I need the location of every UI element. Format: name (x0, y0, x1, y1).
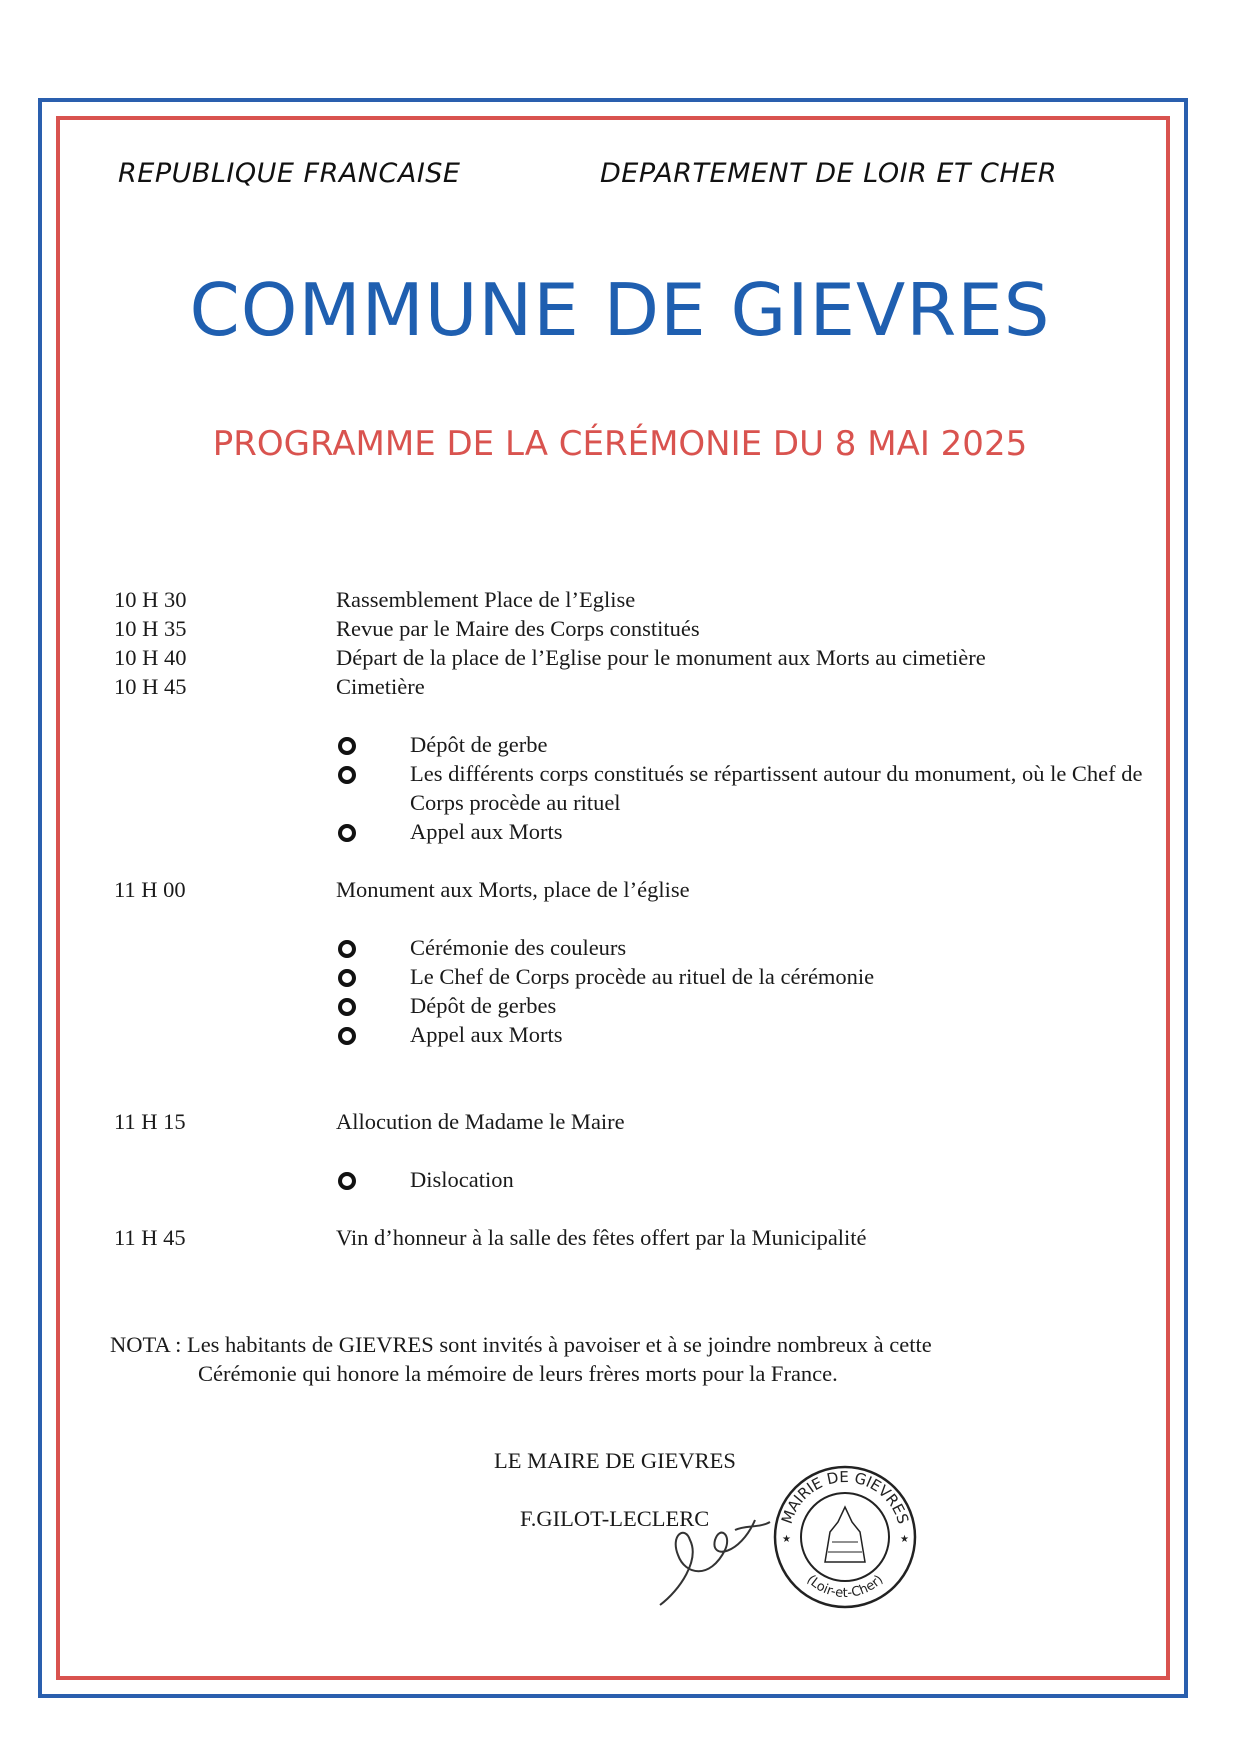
program-row (114, 1107, 1154, 1136)
seal-icon (770, 1462, 920, 1612)
list-item: Cérémonie des couleurs (114, 933, 1154, 962)
circle-bullet-icon (336, 817, 410, 846)
program-row (114, 1223, 1154, 1252)
svg-text:★: ★ (782, 1534, 791, 1545)
circle-bullet-icon (336, 730, 410, 759)
circle-bullet-icon (336, 991, 410, 1020)
circle-bullet-icon (336, 933, 410, 962)
header-republique: REPUBLIQUE FRANCAISE (118, 158, 461, 189)
program-desc: Cimetière (336, 674, 425, 699)
program-time: 10 H 30 (114, 587, 187, 612)
page-title: COMMUNE DE GIEVRES (189, 268, 1051, 352)
program-time: 11 H 00 (114, 877, 186, 902)
circle-bullet-icon (336, 1020, 410, 1049)
signature-role: LE MAIRE DE GIEVRES (494, 1448, 736, 1473)
circle-bullet-icon (336, 962, 410, 991)
program (114, 585, 1154, 1252)
list-item: Dépôt de gerbes (114, 991, 1154, 1020)
program-time: 10 H 35 (114, 616, 187, 641)
signature-name: F.GILOT-LECLERC (520, 1506, 710, 1531)
program-desc: Rassemblement Place de l’Eglise (336, 587, 636, 612)
program-row (114, 643, 1154, 672)
svg-text:(Loir-et-Cher): (Loir-et-Cher) (803, 1572, 887, 1602)
signature-scribble-icon (640, 1480, 790, 1620)
circle-bullet-icon (336, 1165, 410, 1194)
program-desc: Allocution de Madame le Maire (336, 1109, 625, 1134)
program-time: 10 H 45 (114, 674, 187, 699)
program-desc: Départ de la place de l’Eglise pour le monument aux Morts au cimetière (336, 645, 986, 670)
program-time: 11 H 15 (114, 1109, 186, 1134)
svg-text:MAIRIE DE GIEVRES: MAIRIE DE GIEVRES (777, 1467, 913, 1527)
circle-bullet-icon (336, 759, 410, 817)
list-item: Appel aux Morts (114, 817, 1154, 846)
list-item: Dépôt de gerbe (114, 730, 1154, 759)
program-row (114, 614, 1154, 643)
nota (110, 1330, 1150, 1388)
program-desc: Monument aux Morts, place de l’église (336, 877, 690, 902)
nota-line-1: NOTA : Les habitants de GIEVRES sont invités à pavoiser et à se joindre nombreux à cette (110, 1332, 932, 1357)
page-subtitle: PROGRAMME DE LA CÉRÉMONIE DU 8 MAI 2025 (212, 424, 1028, 464)
program-row (114, 875, 1154, 904)
list-item: Dislocation (114, 1165, 1154, 1194)
nota-line-2: Cérémonie qui honore la mémoire de leurs frères morts pour la France. (198, 1361, 838, 1386)
program-desc: Vin d’honneur à la salle des fêtes offert par la Municipalité (336, 1225, 867, 1250)
list-item: Les différents corps constitués se répartissent autour du monument, où le Chef de Corps procède au rituel (114, 759, 1154, 817)
program-time: 10 H 40 (114, 645, 187, 670)
header-departement: DEPARTEMENT DE LOIR ET CHER (600, 158, 1058, 189)
program-desc: Revue par le Maire des Corps constitués (336, 616, 700, 641)
program-row (114, 585, 1154, 614)
list-item: Appel aux Morts (114, 1020, 1154, 1049)
list-item: Le Chef de Corps procède au rituel de la cérémonie (114, 962, 1154, 991)
program-time: 11 H 45 (114, 1225, 186, 1250)
svg-text:★: ★ (900, 1534, 909, 1545)
program-row (114, 672, 1154, 701)
